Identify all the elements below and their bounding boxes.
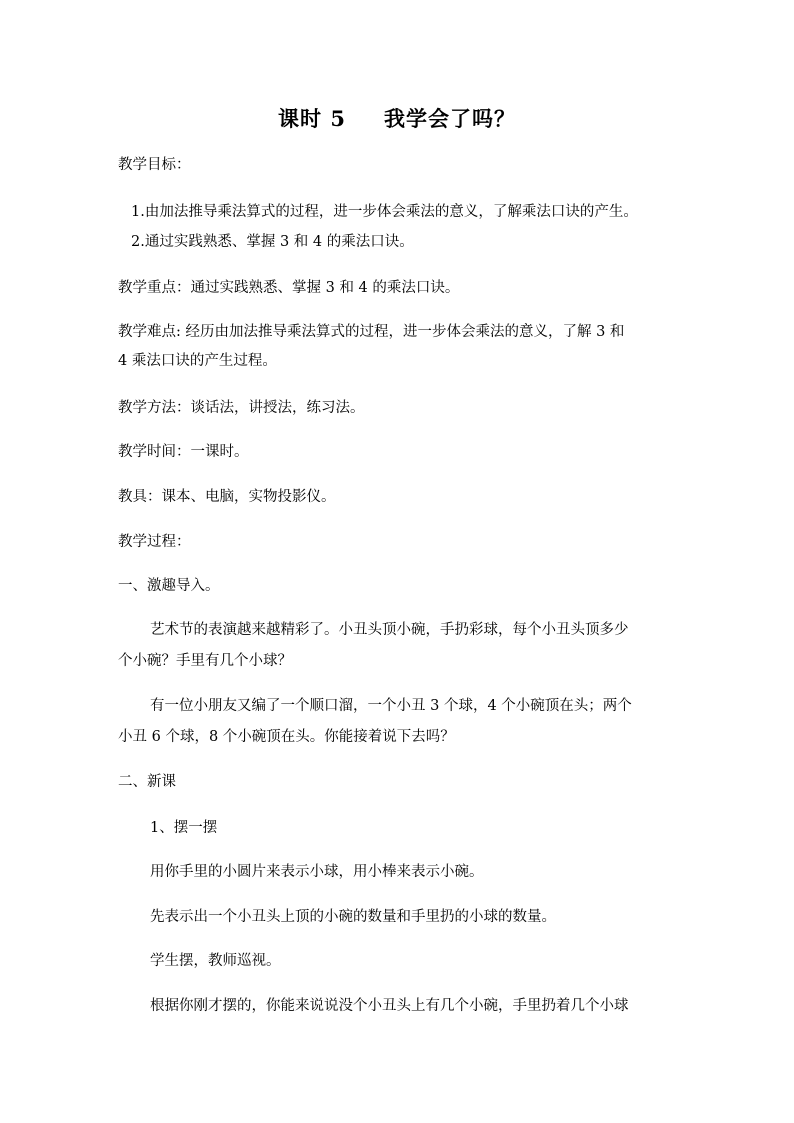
section1-heading: 一、激趣导入。 [118, 578, 220, 594]
section1-para1-line2: 个小碗？手里有几个小球？ [118, 653, 292, 669]
section2-heading: 二、新课 [118, 774, 176, 790]
teaching-time: 教学时间：一课时。 [118, 444, 249, 460]
section1-para2-line2: 小丑 6 个球，8 个小碗顶在头。你能接着说下去吗？ [118, 729, 455, 745]
key-point: 教学重点：通过实践熟悉、掌握 3 和 4 的乘法口诀。 [118, 280, 460, 296]
difficulty-line-2: 4 乘法口诀的产生过程。 [118, 353, 277, 369]
goal-item-1: 1.由加法推导乘法算式的过程，进一步体会乘法的意义，了解乘法口诀的产生。 [131, 204, 638, 220]
process-label: 教学过程： [118, 534, 191, 550]
section1-para2-line1: 有一位小朋友又编了一个顺口溜，一个小丑 3 个球，4 个小碗顶在头；两个 [150, 698, 632, 714]
page-title [0, 103, 794, 133]
section2-sub1: 1、摆一摆 [150, 820, 218, 836]
teaching-methods: 教学方法：谈话法，讲授法，练习法。 [118, 400, 365, 416]
lesson-number: 课时 5 [278, 106, 346, 131]
goals-label: 教学目标： [118, 157, 191, 173]
teaching-tools: 教具：课本、电脑，实物投影仪。 [118, 489, 336, 505]
section2-p1: 用你手里的小圆片来表示小球，用小棒来表示小碗。 [150, 864, 484, 880]
goal-item-2: 2.通过实践熟悉、掌握 3 和 4 的乘法口诀。 [131, 234, 414, 250]
section2-p2: 先表示出一个小丑头上顶的小碗的数量和手里扔的小球的数量。 [150, 909, 556, 925]
section1-para1-line1: 艺术节的表演越来越精彩了。小丑头顶小碗，手扔彩球，每个小丑头顶多少 [150, 622, 629, 638]
difficulty-line-1: 教学难点: 经历由加法推导乘法算式的过程，进一步体会乘法的意义，了解 3 和 [118, 324, 625, 340]
section2-p3: 学生摆，教师巡视。 [150, 953, 281, 969]
section2-p4: 根据你刚才摆的，你能来说说没个小丑头上有几个小碗，手里扔着几个小球 [150, 998, 629, 1014]
lesson-heading: 我学会了吗？ [383, 106, 516, 131]
